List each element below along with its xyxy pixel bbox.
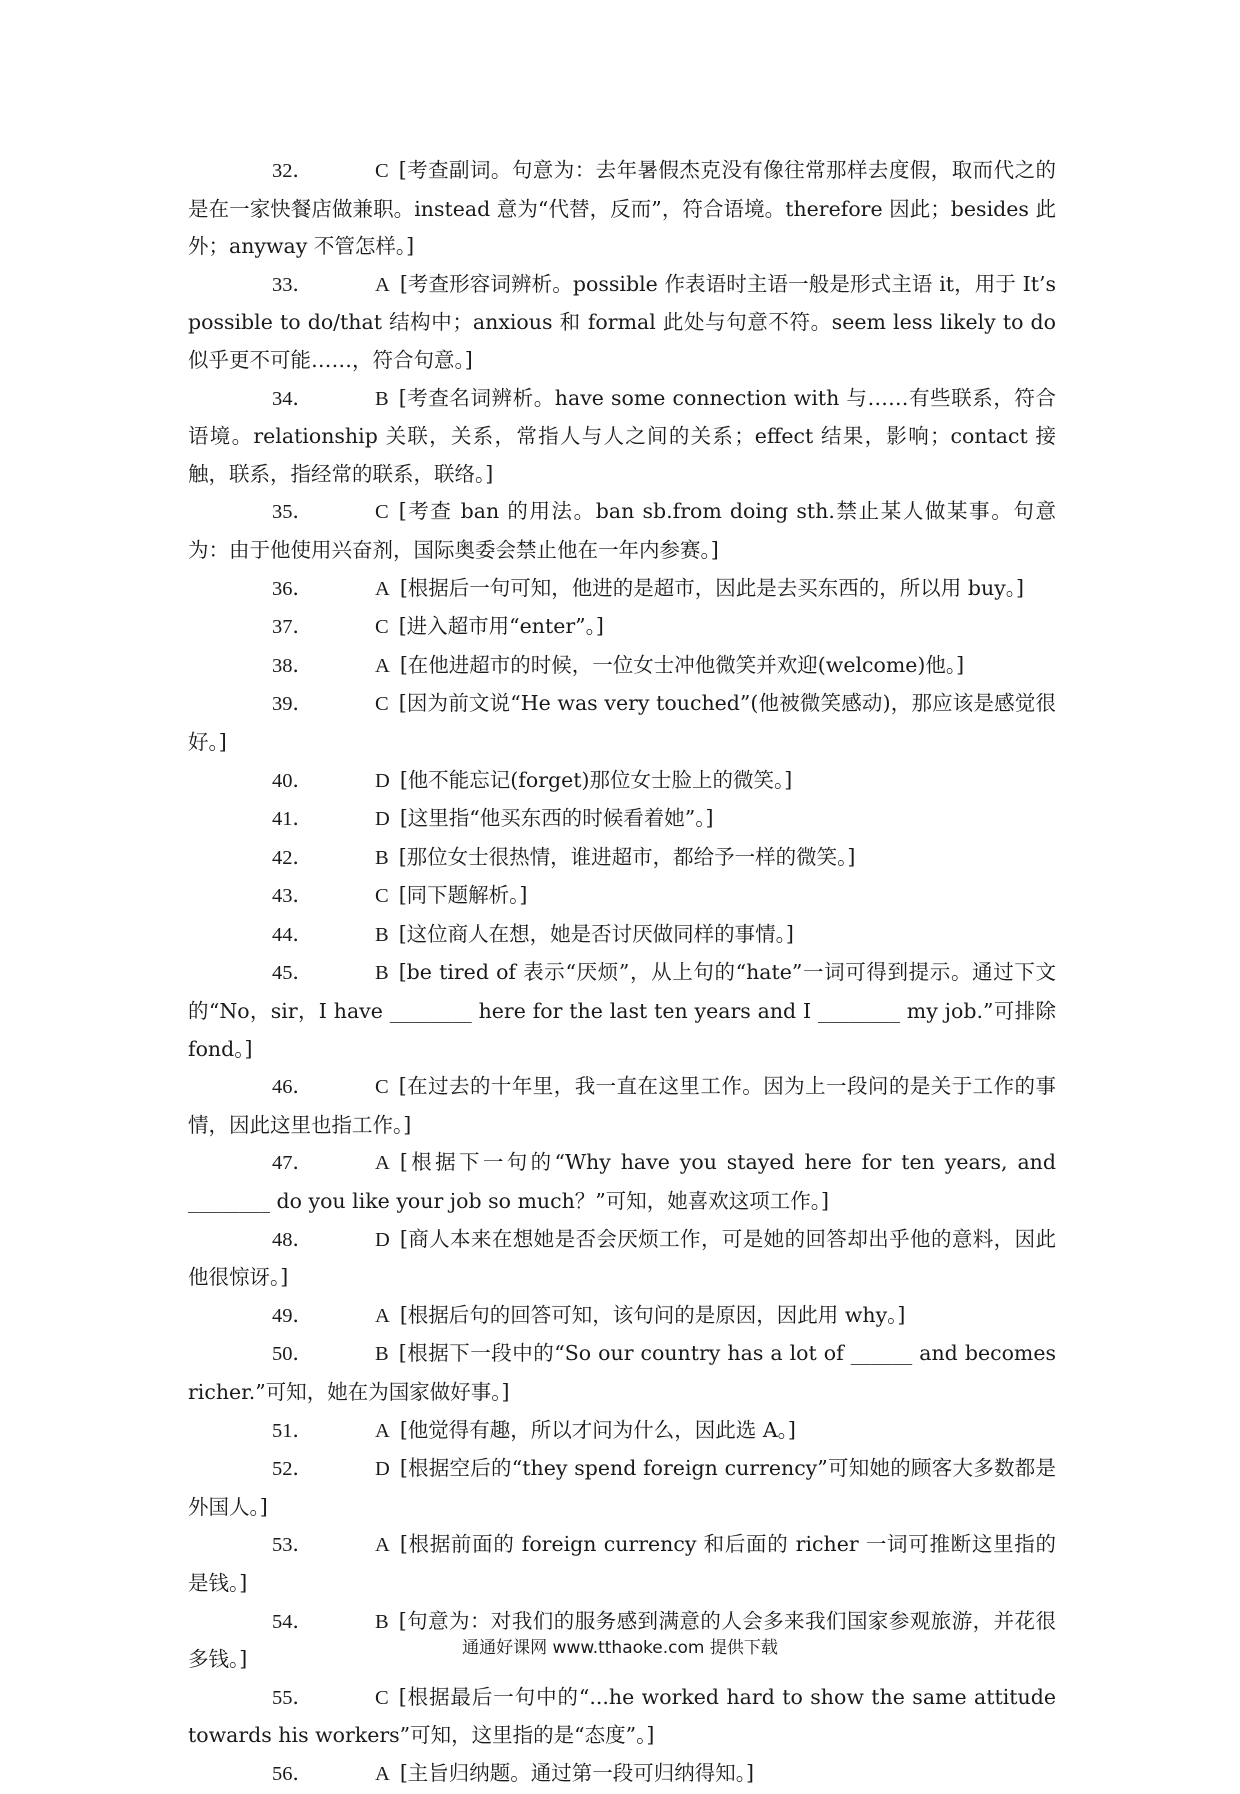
question-number: 45．	[272, 962, 313, 985]
explanation-text: [根据下一句的“Why have you stayed here for ten years, and ________ do you like your job so much？”可知，她喜欢这项工作。]	[188, 1150, 1056, 1214]
answer-letter: D	[375, 1228, 390, 1251]
answer-item	[188, 608, 1056, 647]
explanation-text: [根据前面的 foreign currency 和后面的 richer 一词可推断这里指的是钱。]	[188, 1532, 1056, 1595]
answer-item	[188, 685, 1056, 761]
answer-item	[188, 570, 1056, 609]
explanation-text: [在他进超市的时候，一位女士冲他微笑并欢迎(welcome)他。]	[399, 652, 965, 677]
answer-letter: D	[375, 1458, 390, 1481]
answer-item	[188, 380, 1056, 494]
explanation-text: [这里指“他买东西的时候看着她”。]	[399, 806, 714, 831]
explanation-text: [在过去的十年里，我一直在这里工作。因为上一段问的是关于工作的事情，因此这里也指工作。]	[188, 1074, 1056, 1137]
answer-letter: C	[375, 693, 389, 716]
answer-letter: A	[375, 654, 390, 677]
question-number: 35．	[272, 501, 313, 524]
answer-item	[188, 839, 1056, 878]
answer-item	[188, 762, 1056, 801]
explanation-text: [商人本来在想她是否会厌烦工作，可是她的回答却出乎他的意料，因此他很惊讶。]	[188, 1226, 1056, 1290]
question-number: 55．	[272, 1686, 313, 1709]
question-number: 39．	[272, 693, 313, 716]
question-number: 50．	[272, 1343, 313, 1366]
question-number: 48．	[272, 1228, 313, 1251]
question-number: 44．	[272, 923, 313, 946]
explanation-text: [考查形容词辨析。possible 作表语时主语一般是形式主语 it，用于 It’s possible to do/that 结构中；anxious 和 formal 此处与句意不符。seem less likely to do 似乎更不可能……，符合句意。]	[188, 271, 1056, 372]
explanation-text: [根据最后一句中的“...he worked hard to show the same attitude towards his workers”可知，这里指的是“态度”。]	[188, 1684, 1056, 1748]
explanation-text: [主旨归纳题。通过第一段可归纳得知。]	[399, 1760, 755, 1785]
question-number: 56．	[272, 1762, 313, 1785]
explanation-text: [be tired of 表示“厌烦”，从上句的“hate”一词可得到提示。通过下文的“No，sir，I have ________ here for the last ten years and I ________ my job.”可排除 fond。]	[188, 960, 1056, 1061]
answer-item	[188, 954, 1056, 1068]
answer-letter: A	[375, 1419, 390, 1442]
explanation-text: [因为前文说“He was very touched”(他被微笑感动)，那应该是感觉很好。]	[188, 691, 1056, 754]
answer-item	[188, 916, 1056, 955]
answer-letter: C	[375, 616, 389, 639]
answer-letter: A	[375, 577, 390, 600]
answer-item	[188, 1144, 1056, 1220]
explanation-text: [同下题解析。]	[398, 883, 528, 908]
answer-letter: B	[375, 962, 389, 985]
answer-letter: B	[375, 846, 389, 869]
page-footer: 通通好课网 www.tthaoke.com 提供下载	[462, 1638, 778, 1658]
explanation-text: [句意为：对我们的服务感到满意的人会多来我们国家参观旅游，并花很多钱。]	[188, 1608, 1056, 1672]
answer-letter: A	[375, 1304, 390, 1327]
question-number: 47．	[272, 1152, 313, 1175]
answer-item	[188, 647, 1056, 686]
question-number: 38．	[272, 654, 313, 677]
explanation-text: [考查 ban 的用法。ban sb.from doing sth.禁止某人做某事。句意为：由于他使用兴奋剂，国际奥委会禁止他在一年内参赛。]	[188, 499, 1056, 562]
answer-letter: A	[375, 273, 390, 296]
explanation-text: [他不能忘记(forget)那位女士脸上的微笑。]	[399, 767, 793, 792]
answer-letter: B	[375, 923, 389, 946]
answer-item	[188, 1412, 1056, 1451]
answer-letter: C	[375, 885, 389, 908]
answer-item	[188, 152, 1056, 266]
explanation-text: [进入超市用“enter”。]	[398, 614, 604, 639]
explanation-text: [这位商人在想，她是否讨厌做同样的事情。]	[398, 921, 794, 946]
answer-letter: A	[375, 1152, 390, 1175]
explanation-text: [考查名词辨析。have some connection with 与……有些联系，符合语境。relationship 关联，关系，常指人与人之间的关系；effect 结果，影响；contact 接触，联系，指经常的联系，联络。]	[188, 385, 1056, 486]
explanation-text: [那位女士很热情，谁进超市，都给予一样的微笑。]	[398, 844, 856, 869]
answer-letter: B	[375, 1610, 389, 1633]
question-number: 49．	[272, 1304, 313, 1327]
question-number: 33．	[272, 273, 313, 296]
answer-item	[188, 1068, 1056, 1144]
question-number: 32．	[272, 160, 313, 182]
answer-item	[188, 266, 1056, 380]
answer-item	[188, 1221, 1056, 1297]
answer-letter: D	[375, 808, 390, 831]
question-number: 41．	[272, 808, 313, 831]
explanation-text: [根据后一句可知，他进的是超市，因此是去买东西的，所以用 buy。]	[399, 575, 1024, 600]
question-number: 53．	[272, 1534, 313, 1557]
question-number: 46．	[272, 1076, 313, 1099]
question-number: 51．	[272, 1419, 313, 1442]
question-number: 36．	[272, 577, 313, 600]
question-number: 40．	[272, 769, 313, 792]
answer-item	[188, 877, 1056, 916]
answer-explanations	[188, 152, 1056, 1794]
answer-letter: C	[375, 1686, 389, 1709]
explanation-text: [根据空后的“they spend foreign currency”可知她的顾客大多数都是外国人。]	[188, 1456, 1056, 1519]
question-number: 54．	[272, 1610, 313, 1633]
question-number: 37．	[272, 616, 313, 639]
answer-item	[188, 1679, 1056, 1755]
answer-item	[188, 493, 1056, 569]
answer-letter: C	[375, 1076, 389, 1099]
answer-item	[188, 1450, 1056, 1526]
answer-letter: C	[375, 501, 389, 524]
answer-item	[188, 1297, 1056, 1336]
answer-item	[188, 800, 1056, 839]
answer-letter: D	[375, 769, 390, 792]
answer-letter: A	[375, 1534, 390, 1557]
explanation-text: [根据后句的回答可知，该句问的是原因，因此用 why。]	[399, 1302, 906, 1327]
answer-item	[188, 1526, 1056, 1602]
answer-letter: B	[375, 1343, 389, 1366]
answer-item	[188, 1755, 1056, 1794]
explanation-text: [根据下一段中的“So our country has a lot of ______ and becomes richer.”可知，她在为国家做好事。]	[188, 1341, 1056, 1404]
answer-letter: B	[375, 387, 389, 410]
question-number: 42．	[272, 846, 313, 869]
answer-item	[188, 1335, 1056, 1411]
explanation-text: [他觉得有趣，所以才问为什么，因此选 A。]	[399, 1417, 796, 1442]
question-number: 52．	[272, 1458, 313, 1481]
answer-letter: A	[375, 1762, 390, 1785]
answer-letter: C	[375, 160, 389, 182]
question-number: 34．	[272, 387, 313, 410]
question-number: 43．	[272, 885, 313, 908]
explanation-text: [考查副词。句意为：去年暑假杰克没有像往常那样去度假，取而代之的是在一家快餐店做兼职。instead 意为“代替，反而”，符合语境。therefore 因此；besides 此外；anyway 不管怎样。]	[188, 158, 1056, 259]
